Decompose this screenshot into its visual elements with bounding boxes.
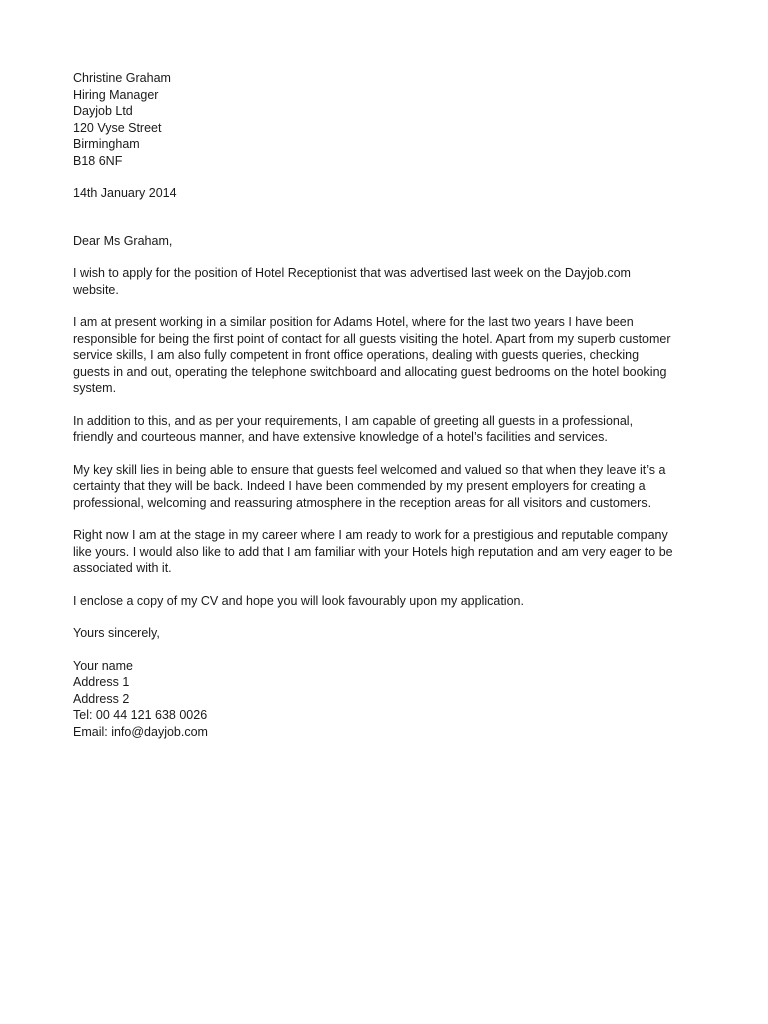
paragraph-career [73, 527, 723, 577]
paragraph-experience [73, 314, 723, 397]
paragraph-requirements [73, 413, 723, 446]
closing-text: Yours sincerely, [73, 626, 160, 640]
letter-date [73, 185, 723, 202]
sender-telephone: Tel: 00 44 121 638 0026 [73, 708, 208, 722]
paragraph-line: service skills, I am also fully competent in front office operations, dealing with guests queries, checking [73, 348, 640, 362]
paragraph-line: In addition to this, and as per your requirements, I am capable of greeting all guests in a professional, [73, 413, 634, 428]
sender-address-2: Address 2 [73, 691, 130, 706]
paragraph-line: guests in and out, operating the telephone switchboard and allocating guest bedrooms on the hotel booking [73, 364, 667, 379]
paragraph-line: system. [73, 381, 117, 395]
sender-details [73, 658, 723, 741]
paragraph-enclosure [73, 593, 723, 610]
sender-address-1: Address 1 [73, 675, 130, 689]
recipient-company: Dayjob Ltd [73, 104, 133, 118]
paragraph-line: certainty that they will be back. Indeed I have been commended by my present employers for creating a [73, 479, 646, 493]
paragraph-line: friendly and courteous manner, and have extensive knowledge of a hotel’s facilities and services. [73, 430, 608, 444]
paragraph-application [73, 265, 723, 298]
paragraph-line: associated with it. [73, 561, 172, 575]
sender-name: Your name [73, 658, 133, 673]
sender-email: Email: info@dayjob.com [73, 724, 208, 739]
paragraph-line: website. [73, 282, 119, 297]
paragraph-line: I wish to apply for the position of Hotel Receptionist that was advertised last week on the Dayjob.com [73, 266, 631, 280]
paragraph-line: responsible for being the first point of contact for all guests visiting the hotel. Apart from my superb customer [73, 331, 671, 346]
cover-letter [73, 70, 723, 740]
salutation [73, 233, 723, 250]
paragraph-key-skill [73, 462, 723, 512]
recipient-street: 120 Vyse Street [73, 120, 162, 135]
date-text: 14th January 2014 [73, 186, 177, 200]
paragraph-line: like yours. I would also like to add that I am familiar with your Hotels high reputation and am very eager to be [73, 544, 673, 559]
recipient-address [73, 70, 723, 169]
closing [73, 625, 723, 642]
paragraph-line: I am at present working in a similar position for Adams Hotel, where for the last two years I have been [73, 315, 634, 329]
recipient-postcode: B18 6NF [73, 153, 123, 168]
paragraph-line: professional, welcoming and reassuring atmosphere in the reception areas for all visitors and customers. [73, 495, 652, 510]
paragraph-line: I enclose a copy of my CV and hope you will look favourably upon my application. [73, 593, 524, 608]
recipient-title: Hiring Manager [73, 87, 159, 102]
paragraph-line: My key skill lies in being able to ensure that guests feel welcomed and valued so that when they leave it’s a [73, 462, 666, 477]
recipient-city: Birmingham [73, 137, 140, 151]
recipient-name: Christine Graham [73, 71, 171, 85]
paragraph-line: Right now I am at the stage in my career where I am ready to work for a prestigious and reputable company [73, 528, 668, 542]
salutation-text: Dear Ms Graham, [73, 233, 173, 248]
